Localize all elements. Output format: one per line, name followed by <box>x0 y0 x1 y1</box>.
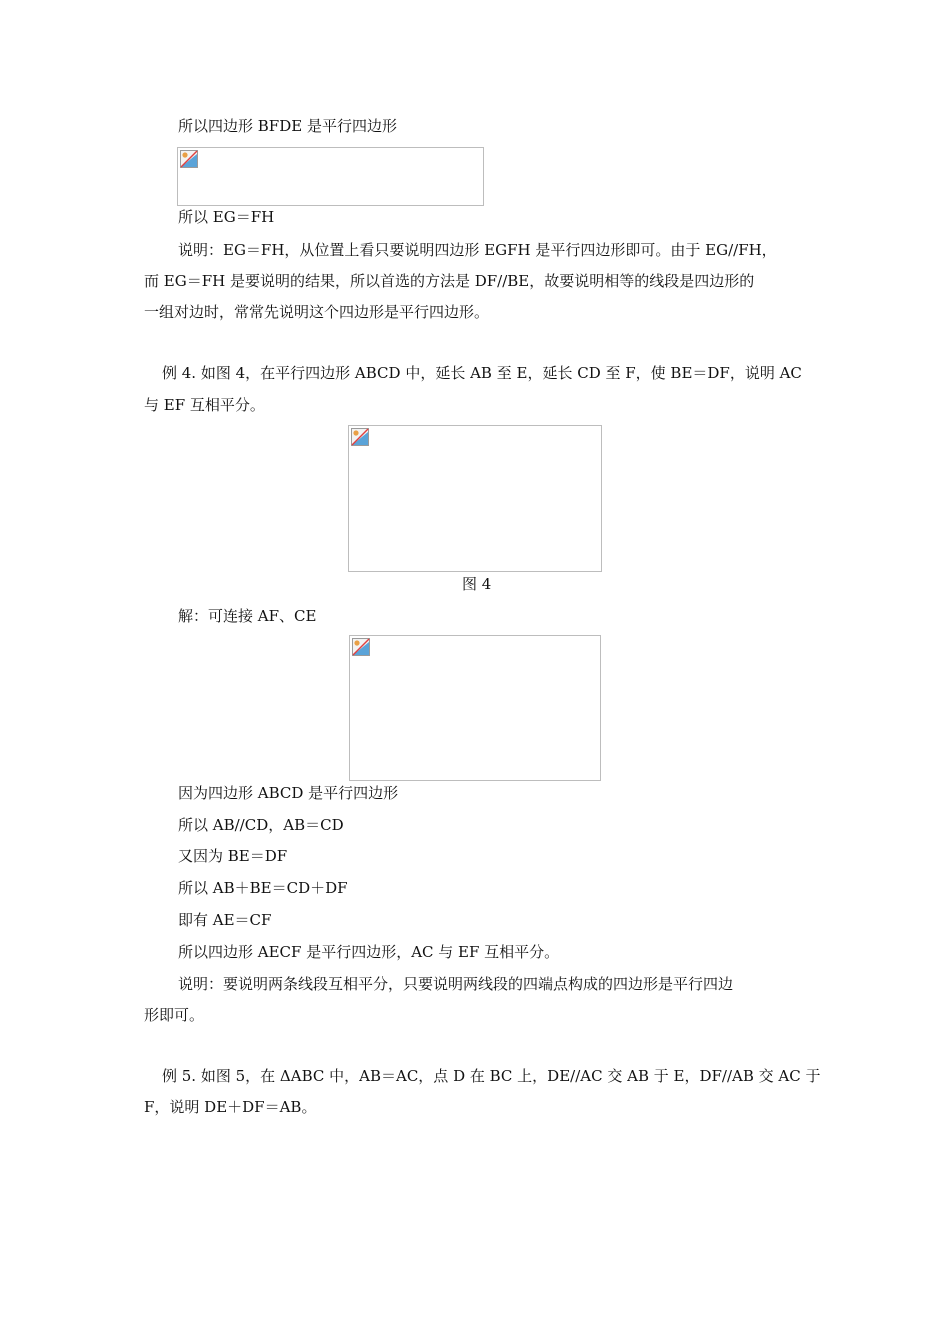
text-line: 所以四边形 AECF 是平行四边形，AC 与 EF 互相平分。 <box>178 943 560 961</box>
example-heading: 例 4. 如图 4，在平行四边形 ABCD 中，延长 AB 至 E，延长 CD 至 F，使 BE＝DF，说明 AC <box>162 364 802 382</box>
broken-image-icon <box>351 428 369 446</box>
text-line: 所以 AB＋BE＝CD＋DF <box>178 879 348 897</box>
text-line: 所以四边形 BFDE 是平行四边形 <box>178 117 397 135</box>
broken-image-icon <box>352 638 370 656</box>
text-line: F，说明 DE＋DF＝AB。 <box>144 1098 317 1116</box>
text-line: 一组对边时，常常先说明这个四边形是平行四边形。 <box>144 303 490 321</box>
figure-image-placeholder <box>177 147 484 206</box>
text-line: 与 EF 互相平分。 <box>144 396 265 414</box>
text-line: 因为四边形 ABCD 是平行四边形 <box>178 784 399 802</box>
figure-caption: 图 4 <box>462 575 492 593</box>
text-line: 而 EG＝FH 是要说明的结果，所以首选的方法是 DF//BE，故要说明相等的线段是四边形的 <box>144 272 755 290</box>
text-line: 即有 AE＝CF <box>178 911 272 929</box>
text-line: 所以 AB//CD，AB＝CD <box>178 816 344 834</box>
text-line: 所以 EG＝FH <box>178 208 275 226</box>
text-line: 又因为 BE＝DF <box>178 847 288 865</box>
text-line: 说明：要说明两条线段互相平分，只要说明两线段的四端点构成的四边形是平行四边 <box>178 975 734 993</box>
example-heading: 例 5. 如图 5，在 ΔABC 中，AB＝AC，点 D 在 BC 上，DE//AC 交 AB 于 E，DF//AB 交 AC 于 <box>162 1067 821 1085</box>
broken-image-icon <box>180 150 198 168</box>
figure-image-placeholder <box>348 425 602 572</box>
text-line: 形即可。 <box>144 1006 205 1024</box>
text-line: 解：可连接 AF、CE <box>178 607 317 625</box>
figure-image-placeholder <box>349 635 601 781</box>
text-line: 说明：EG＝FH，从位置上看只要说明四边形 EGFH 是平行四边形即可。由于 EG//FH， <box>178 241 777 259</box>
